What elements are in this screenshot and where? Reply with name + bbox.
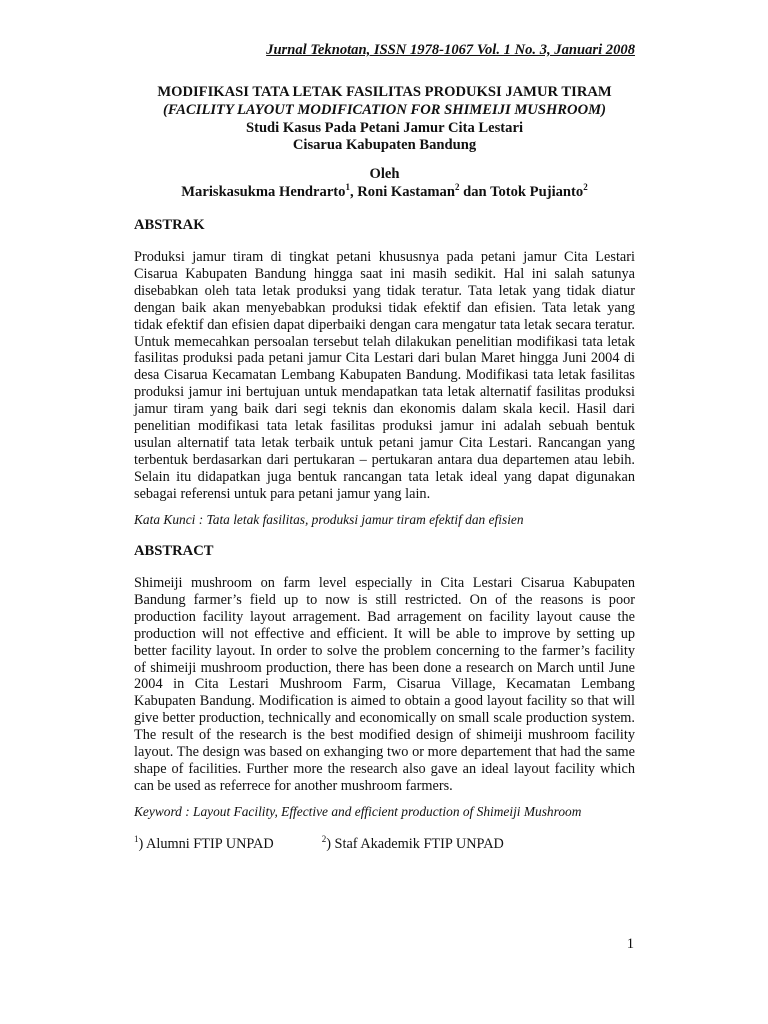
title-location: Cisarua Kabupaten Bandung bbox=[292, 137, 477, 154]
author-affiliation-mark: 2 bbox=[454, 181, 460, 192]
author-name: Mariskasukma Hendrarto bbox=[181, 183, 346, 200]
kata-kunci: Kata Kunci : Tata letak fasilitas, produksi jamur tiram efektif dan efisien bbox=[134, 512, 524, 527]
footnote-1 bbox=[134, 836, 274, 852]
abstract-heading: ABSTRACT bbox=[134, 543, 214, 559]
footnote-mark: 2 bbox=[321, 834, 327, 845]
author-name: Totok Pujianto bbox=[490, 183, 584, 200]
affiliation-footnotes bbox=[134, 835, 504, 853]
english-keywords: Keyword : Layout Facility, Effective and efficient production of Shimeiji Mushroom bbox=[134, 804, 582, 819]
author-affiliation-mark: 1 bbox=[345, 181, 350, 192]
paper-title bbox=[134, 84, 635, 155]
byline bbox=[134, 166, 635, 201]
footnote-text: ) Alumni FTIP UNPAD bbox=[138, 836, 274, 852]
title-case-study: Studi Kasus Pada Petani Jamur Cita Lestari bbox=[245, 119, 524, 136]
author-affiliation-mark: 2 bbox=[583, 181, 588, 192]
page-number: 1 bbox=[626, 936, 634, 952]
abstract-body: Shimeiji mushroom on farm level especially in Cita Lestari Cisarua Kabupaten Bandung farmer’s field up to now is still restricted. On of the reasons is poor production facility layout arragement. Bad arragement on facility layout cause the production will not effective and efficient. It will be able to improve by setting up better facility layout. In order to solve the problem concerning to the farmer’s facility of shimeiji mushroom production, there has been done a research on March until June 2004 in Cita Lestari Mushroom Farm, Cisarua Village, Kecamatan Lembang Kabupaten Bandung. Modification is aimed to obtain a good layout facility so that will give better production, technically and economically on small scale production system. The result of the research is the best modified design of shimeiji mushroom facility layout. The design was based on exhanging two or more departement that had the same shape of facilities. Further more the research also gave an ideal layout facility which can be used as referrece for another mushroom farmers. bbox=[134, 575, 635, 794]
footnote-2 bbox=[322, 835, 504, 853]
abstrak-body: Produksi jamur tiram di tingkat petani khususnya pada petani jamur Cita Lestari Cisarua Kabupaten Bandung hingga saat ini masih sedikit. Hal ini salah satunya disebabkan oleh tata letak produksi yang tidak teratur. Tata letak yang tidak diatur dengan baik akan menyebabkan produksi tidak efektif dan efisien. Tata letak yang tidak efektif dan efisien dapat diperbaiki dengan cara mengatur tata letak secara teratur. Untuk memecahkan persoalan tersebut telah dilakukan penelitian modifikasi tata letak fasilitas produksi pada petani jamur Cita Lestari dari bulan Maret hingga Juni 2004 di desa Cisarua Kecamatan Lembang Kabupaten Bandung. Modifikasi tata letak fasilitas produksi jamur ini bertujuan untuk mendapatkan tata letak alternatif fasilitas produksi jamur tiram yang baik dari segi teknis dan ekonomis dalam skala kecil. Hasil dari penelitian modifikasi tata letak fasilitas produksi jamur ini adalah sebuah bentuk usulan alternatif tata letak terbaik untuk petani jamur Cita Lestari. Rancangan yang terbentuk berdasarkan dari pertukaran – pertukaran antara dua departemen atau lebih. Selain itu didapatkan juga bentuk rancangan tata letak ideal yang dapat digunakan sebagai referensi untuk para petani jamur yang lain. bbox=[134, 249, 635, 502]
title-english: (FACILITY LAYOUT MODIFICATION FOR SHIMEIJI MUSHROOM) bbox=[163, 101, 606, 118]
author-separator: , bbox=[349, 183, 358, 200]
footnote-mark: 1 bbox=[134, 834, 139, 845]
author-separator: dan bbox=[459, 183, 491, 200]
author-name: Roni Kastaman bbox=[357, 183, 455, 200]
journal-header: Jurnal Teknotan, ISSN 1978-1067 Vol. 1 No. 3, Januari 2008 bbox=[266, 42, 635, 58]
author-list bbox=[134, 181, 635, 202]
byline-oleh: Oleh bbox=[369, 166, 400, 182]
footnote-text: ) Staf Akademik FTIP UNPAD bbox=[326, 836, 504, 852]
abstrak-heading: ABSTRAK bbox=[134, 217, 205, 233]
title-indonesian: MODIFIKASI TATA LETAK FASILITAS PRODUKSI JAMUR TIRAM bbox=[157, 84, 612, 100]
